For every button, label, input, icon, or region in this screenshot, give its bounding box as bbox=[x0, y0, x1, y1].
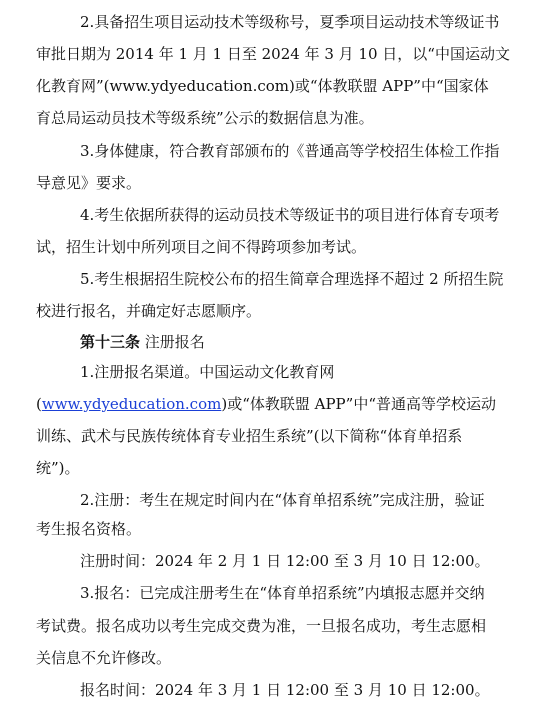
reg-1-line-4: 统”)。 bbox=[36, 459, 80, 477]
reg-3-line-1: 3.报名：已完成注册考生在“体育单招系统”内填报志愿并交纳 bbox=[80, 584, 485, 602]
reg-1-line-2-rest: )或“体教联盟 APP”中“普通高等学校运动 bbox=[221, 395, 496, 413]
reg-3-line-3: 关信息不允许修改。 bbox=[36, 649, 172, 667]
reg-1-line-1: 1.注册报名渠道。中国运动文化教育网 bbox=[80, 363, 335, 381]
reg-1-line-2 bbox=[36, 394, 541, 414]
item-3-line-1: 3.身体健康，符合教育部颁布的《普通高等学校招生体检工作指 bbox=[80, 142, 500, 160]
paren-open: ( bbox=[36, 395, 42, 413]
item-3-line-2: 导意见》要求。 bbox=[36, 174, 142, 192]
registration-time: 注册时间：2024 年 2 月 1 日 12:00 至 3 月 10 日 12:00。 bbox=[80, 552, 490, 570]
item-4-line-2: 试，招生计划中所列项目之间不得跨项参加考试。 bbox=[36, 238, 367, 256]
item-2-line-1: 2.具备招生项目运动技术等级称号，夏季项目运动技术等级证书 bbox=[80, 13, 500, 31]
reg-2-line-2: 考生报名资格。 bbox=[36, 520, 142, 538]
item-5-line-1: 5.考生根据招生院校公布的招生简章合理选择不超过 2 所招生院 bbox=[80, 270, 504, 288]
item-4-line-1: 4.考生依据所获得的运动员技术等级证书的项目进行体育专项考 bbox=[80, 206, 500, 224]
item-5-line-2: 校进行报名，并确定好志愿顺序。 bbox=[36, 302, 262, 320]
article-13-number: 第十三条 bbox=[80, 333, 141, 351]
application-time: 报名时间：2024 年 3 月 1 日 12:00 至 3 月 10 日 12:00。 bbox=[80, 681, 490, 699]
item-2-line-2: 审批日期为 2014 年 1 月 1 日至 2024 年 3 月 10 日，以“中国运动文 bbox=[36, 45, 510, 63]
reg-3-line-2: 考试费。报名成功以考生完成交费为准，一旦报名成功，考生志愿相 bbox=[36, 617, 487, 635]
article-13-title: 注册报名 bbox=[140, 333, 205, 351]
reg-2-line-1: 2.注册：考生在规定时间内在“体育单招系统”完成注册，验证 bbox=[80, 491, 485, 509]
item-2-line-4: 育总局运动员技术等级系统”公示的数据信息为准。 bbox=[36, 109, 374, 127]
item-2-line-3: 化教育网”(www.ydyeducation.com)或“体教联盟 APP”中“国家体 bbox=[36, 77, 489, 95]
reg-1-line-3: 训练、武术与民族传统体育专业招生系统”(以下简称“体育单招系 bbox=[36, 427, 463, 445]
ydyeducation-link[interactable]: www.ydyeducation.com bbox=[41, 395, 222, 413]
article-13-heading-line bbox=[80, 332, 541, 352]
